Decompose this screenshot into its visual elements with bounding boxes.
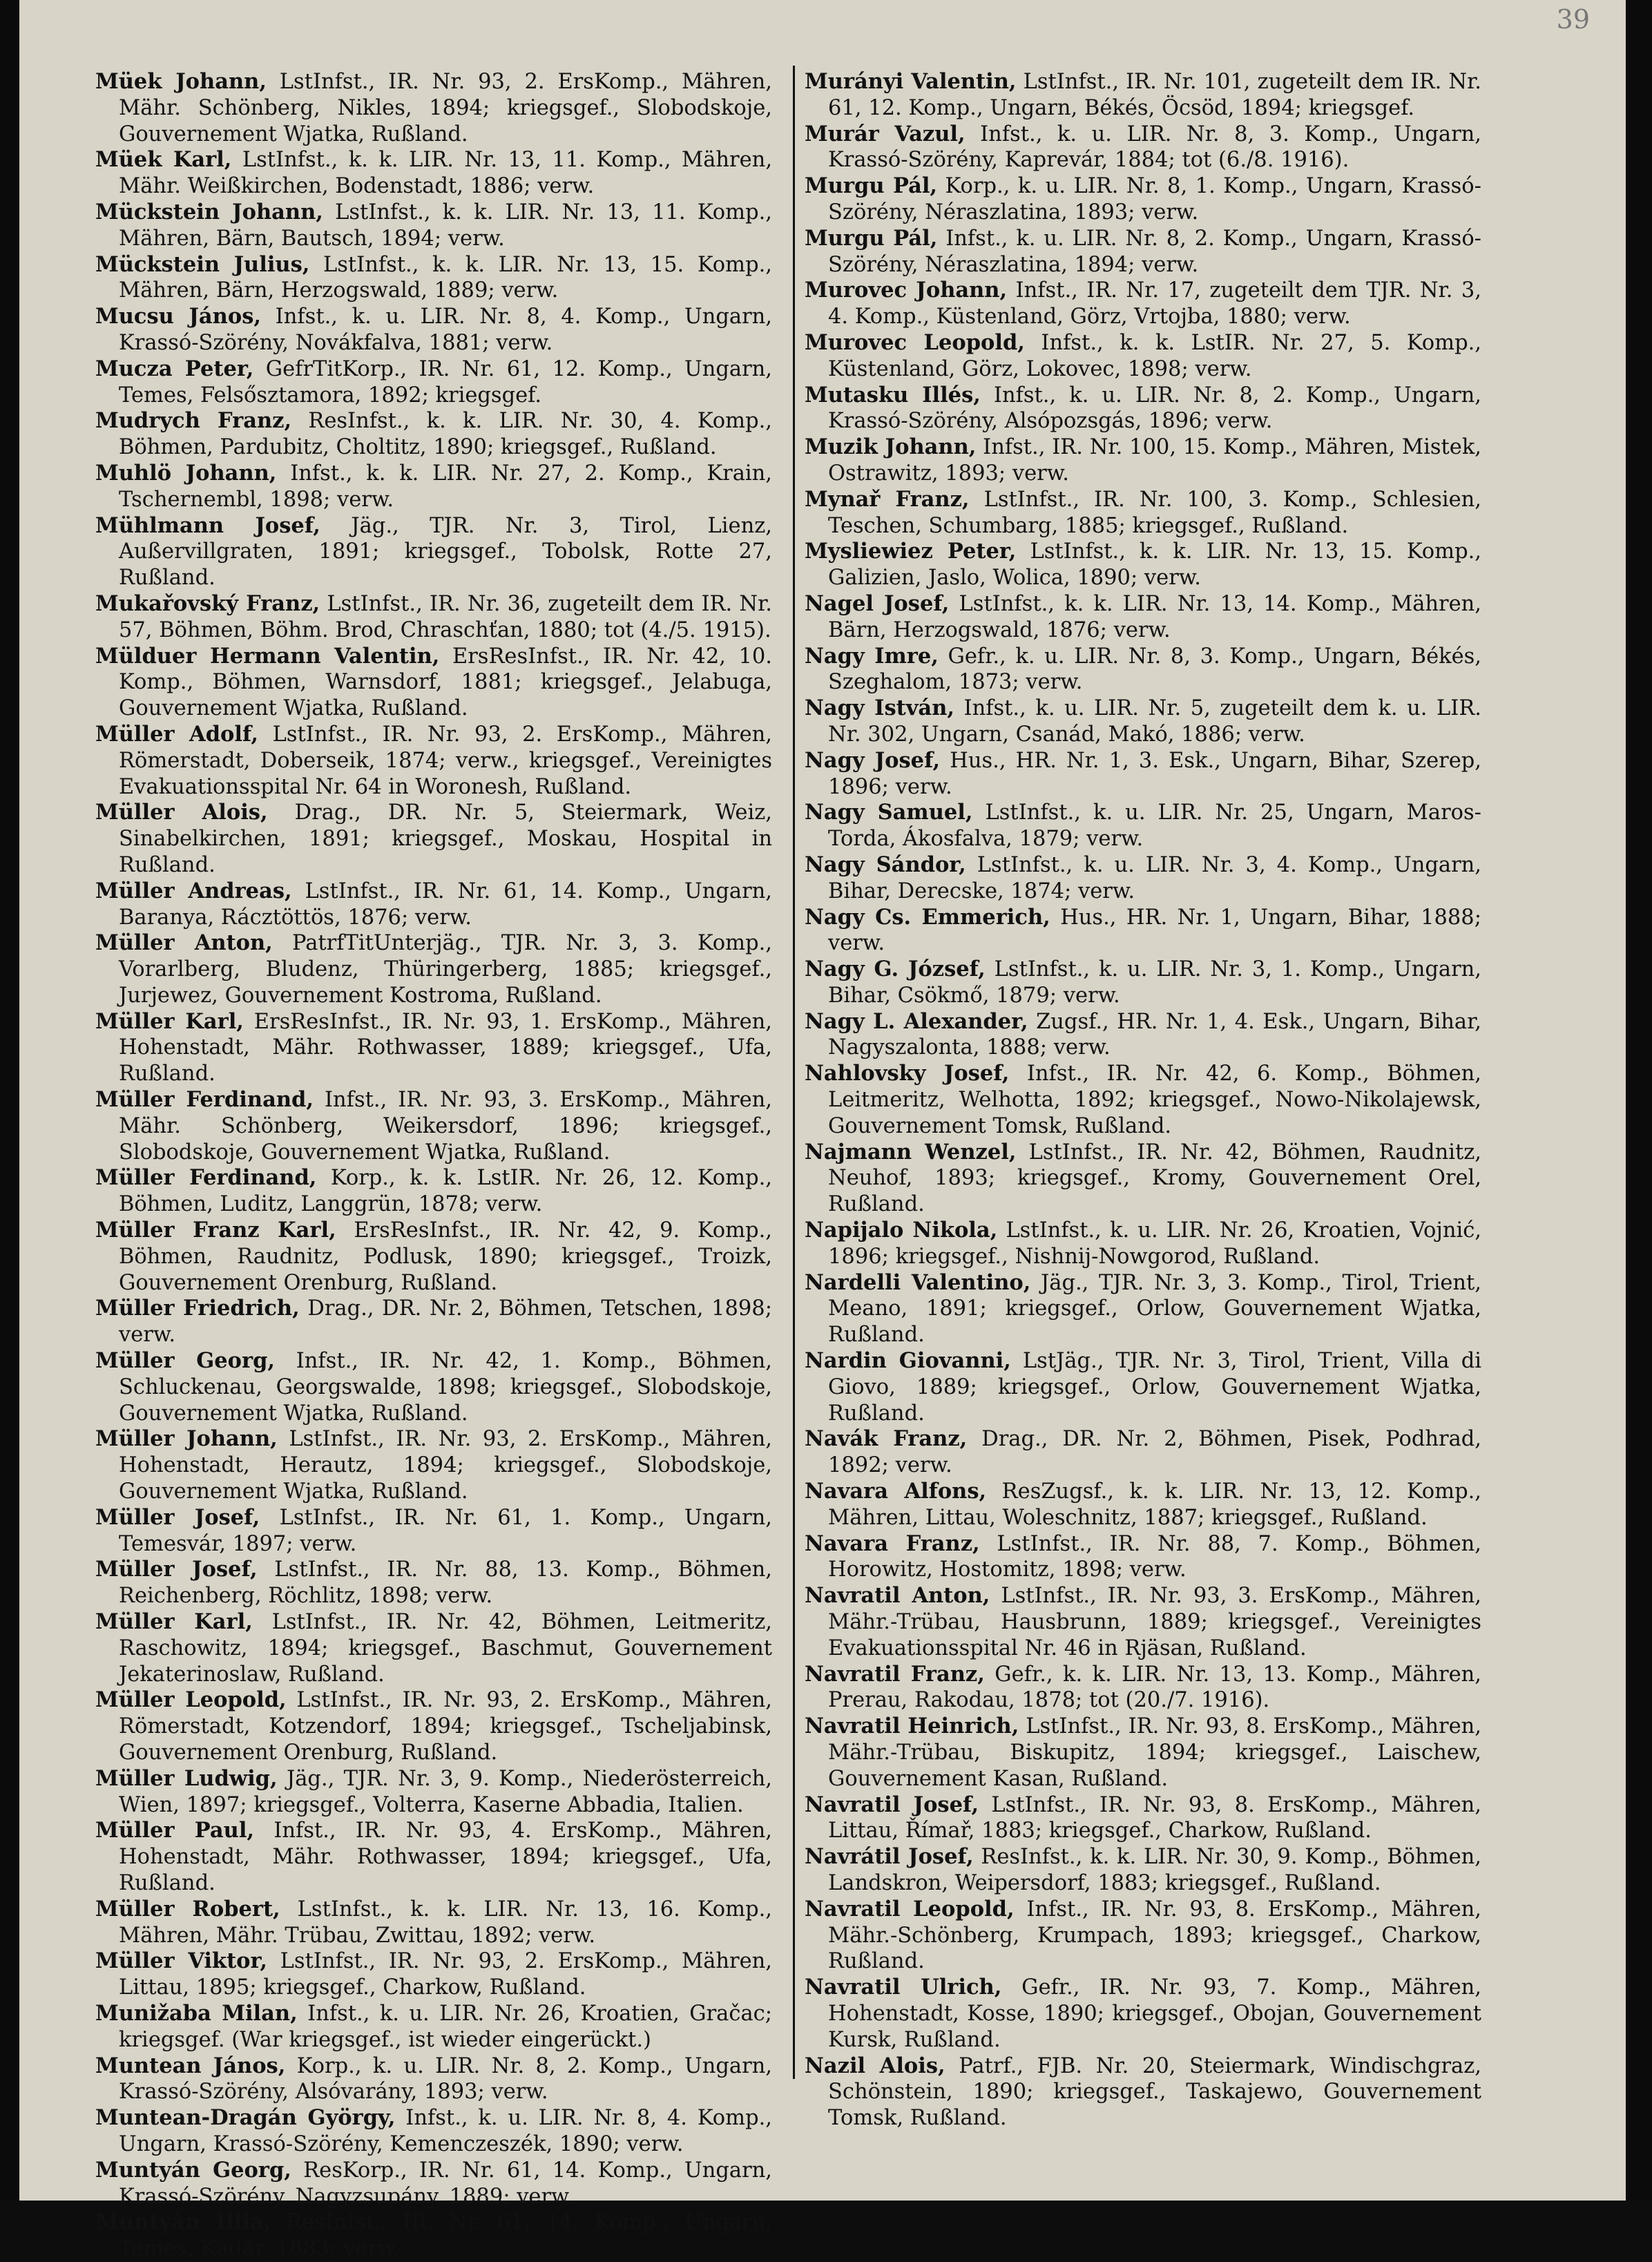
- entry-name: Nagy Sándor,: [805, 852, 966, 877]
- register-entry: [95, 1348, 772, 1426]
- entry-name: Navák Franz,: [805, 1426, 968, 1452]
- entry-details: Gefr., k. k. LIR. Nr. 13, 13. Komp., Mähren, Prerau, Rakodau, 1878; tot (20./7. 1916).: [828, 1662, 1481, 1713]
- entry-name: Mülduer Hermann Valentin,: [95, 643, 440, 669]
- entry-name: Mucsu János,: [95, 304, 261, 329]
- entry-name: Muntean János,: [95, 2053, 286, 2078]
- register-entry: [805, 1426, 1481, 1479]
- register-entry: [95, 1426, 772, 1504]
- register-entry: [805, 852, 1481, 905]
- entry-details: Drag., DR. Nr. 2, Böhmen, Tetschen, 1898; verw.: [119, 1296, 772, 1348]
- register-entry: [805, 591, 1481, 644]
- entry-name: Müller Andreas,: [95, 878, 292, 903]
- register-entry: [95, 252, 772, 305]
- entry-details: LstJäg., TJR. Nr. 3, Tirol, Trient, Villa di Giovo, 1889; kriegsgef., Orlow, Gouvernement Wjatka, Rußland.: [828, 1349, 1481, 1426]
- entry-name: Müller Alois,: [95, 800, 268, 825]
- register-entry: [805, 1140, 1481, 1218]
- register-entry: [805, 2053, 1481, 2131]
- entry-details: Infst., IR. Nr. 93, 8. ErsKomp., Mähren, Mähr.-Schönberg, Krumpach, 1893; kriegsgef., Charkow, Rußland.: [828, 1897, 1482, 1974]
- register-entry: [805, 487, 1481, 539]
- entry-name: Murányi Valentin,: [805, 69, 1017, 94]
- register-entry: [95, 147, 772, 200]
- entry-name: Müller Georg,: [95, 1348, 276, 1374]
- register-entry: [95, 1897, 772, 1949]
- entry-name: Muntyán Illia,: [95, 2210, 271, 2235]
- entry-details: LstInfst., k. u. LIR. Nr. 26, Kroatien, Vojnić, 1896; kriegsgef., Nishnij-Nowgorod, Rußland.: [828, 1218, 1481, 1269]
- register-entry: [805, 1531, 1481, 1584]
- entry-details: Infst., k. u. LIR. Nr. 5, zugeteilt dem k. u. LIR. Nr. 302, Ungarn, Csanád, Makó, 1886; verw.: [828, 696, 1481, 747]
- entry-name: Nagel Josef,: [805, 591, 950, 616]
- entry-name: Mucza Peter,: [95, 356, 254, 381]
- entry-details: Jäg., TJR. Nr. 3, Tirol, Lienz, Außervillgraten, 1891; kriegsgef., Tobolsk, Rotte 27, Rußland.: [119, 513, 772, 591]
- register-entry: [805, 1714, 1481, 1792]
- entry-name: Navrátil Josef,: [805, 1844, 974, 1870]
- entry-name: Mysliewiez Peter,: [805, 539, 1017, 564]
- entry-name: Müller Paul,: [95, 1818, 255, 1843]
- entry-name: Murár Vazul,: [805, 121, 966, 146]
- right-column: [805, 69, 1481, 2131]
- entry-details: Zugsf., HR. Nr. 1, 4. Esk., Ungarn, Bihar, Nagyszalonta, 1888; verw.: [828, 1009, 1481, 1060]
- entry-name: Munižaba Milan,: [95, 2000, 298, 2026]
- register-entry: [805, 1792, 1481, 1845]
- entry-name: Müller Anton,: [95, 930, 273, 956]
- register-entry: [95, 461, 772, 513]
- entry-details: LstInfst., IR. Nr. 93, 2. ErsKomp., Mähren, Hohenstadt, Herautz, 1894; kriegsgef., Slobodskoje, Gouvernement Wjatka, Rußland.: [119, 1427, 772, 1504]
- register-entry: [95, 1818, 772, 1896]
- entry-name: Navara Alfons,: [805, 1479, 987, 1504]
- register-entry: [95, 69, 772, 147]
- entry-details: Hus., HR. Nr. 1, 3. Esk., Ungarn, Bihar, Szerep, 1896; verw.: [828, 748, 1481, 799]
- register-entry: [805, 383, 1481, 435]
- entry-details: Infst., k. u. LIR. Nr. 26, Kroatien, Gračac; kriegsgef. (War kriegsgef., ist wieder eingerückt.): [119, 2001, 772, 2052]
- entry-name: Muhlö Johann,: [95, 460, 277, 486]
- entry-name: Müller Karl,: [95, 1609, 253, 1635]
- entry-name: Murgu Pál,: [805, 225, 938, 251]
- column-divider: [793, 66, 795, 2079]
- entry-name: Nardelli Valentino,: [805, 1269, 1031, 1295]
- entry-details: LstInfst., IR. Nr. 93, 2. ErsKomp., Mähren, Römerstadt, Doberseik, 1874; verw., kriegsgef., Vereinigtes Evakuationsspital Nr. 64 in Woronesh, Rußland.: [119, 722, 772, 799]
- entry-name: Müller Johann,: [95, 1426, 278, 1452]
- entry-details: Infst., IR. Nr. 42, 1. Komp., Böhmen, Schluckenau, Georgswalde, 1898; kriegsgef., Slobodskoje, Gouvernement Wjatka, Rußland.: [119, 1349, 772, 1426]
- register-entry: [805, 644, 1481, 696]
- register-entry: [805, 1348, 1481, 1426]
- entry-details: LstInfst., IR. Nr. 93, 3. ErsKomp., Mähren, Mähr.-Trübau, Hausbrunn, 1889; kriegsgef., Vereinigtes Evakuationsspital Nr. 46 in Rjäsan, Rußland.: [828, 1584, 1482, 1660]
- register-entry: [95, 722, 772, 800]
- register-entry: [805, 957, 1481, 1009]
- register-entry: [95, 1296, 772, 1348]
- entry-details: Infst., IR. Nr. 42, 6. Komp., Böhmen, Leitmeritz, Welhotta, 1892; kriegsgef., Nowo-Nikolajewsk, Gouvernement Tomsk, Rußland.: [828, 1062, 1481, 1138]
- entry-name: Nazil Alois,: [805, 2053, 945, 2078]
- register-entry: [805, 1479, 1481, 1531]
- register-entry: [95, 2001, 772, 2053]
- register-entry: [95, 2053, 772, 2106]
- entry-name: Müller Ludwig,: [95, 1765, 278, 1791]
- entry-name: Murovec Johann,: [805, 278, 1008, 303]
- entry-name: Muntean-Dragán György,: [95, 2105, 396, 2131]
- entry-name: Navratil Leopold,: [805, 1896, 1015, 1921]
- register-entry: [805, 800, 1481, 852]
- left-column: [95, 69, 772, 2262]
- entry-details: LstInfst., IR. Nr. 61, 1. Komp., Ungarn, Temesvár, 1897; verw.: [119, 1505, 772, 1556]
- entry-details: Infst., IR. Nr. 17, zugeteilt dem TJR. Nr. 3, 4. Komp., Küstenland, Görz, Vrtojba, 1880; verw.: [828, 278, 1481, 329]
- entry-name: Navratil Franz,: [805, 1661, 985, 1687]
- entry-name: Müller Ferdinand,: [95, 1087, 314, 1113]
- register-entry: [95, 1087, 772, 1165]
- entry-details: Infst., k. u. LIR. Nr. 8, 2. Komp., Ungarn, Krassó-Szörény, Néraszlatina, 1894; verw.: [828, 226, 1481, 277]
- register-entry: [805, 1897, 1481, 1975]
- register-entry: [805, 905, 1481, 957]
- entry-name: Müller Leopold,: [95, 1687, 287, 1713]
- entry-details: ResZugsf., k. k. LIR. Nr. 13, 12. Komp., Mähren, Littau, Woleschnitz, 1887; kriegsgef., Rußland.: [828, 1479, 1481, 1530]
- entry-details: Gefr., IR. Nr. 93, 7. Komp., Mähren, Hohenstadt, Kosse, 1890; kriegsgef., Obojan, Gouvernement Kursk, Rußland.: [828, 1975, 1482, 2052]
- register-entry: [805, 1583, 1481, 1661]
- entry-details: LstInfst., k. k. LIR. Nr. 13, 11. Komp., Mähren, Bärn, Bautsch, 1894; verw.: [119, 200, 772, 251]
- entry-name: Muzik Johann,: [805, 434, 977, 460]
- entry-details: LstInfst., IR. Nr. 88, 7. Komp., Böhmen, Horowitz, Hostomitz, 1898; verw.: [828, 1531, 1482, 1582]
- register-entry: [805, 1662, 1481, 1714]
- entry-details: LstInfst., k. k. LIR. Nr. 13, 15. Komp., Mähren, Bärn, Herzogswald, 1889; verw.: [119, 252, 772, 303]
- entry-name: Mukařovský Franz,: [95, 591, 320, 616]
- entry-details: Infst., k. u. LIR. Nr. 8, 2. Komp., Ungarn, Krassó-Szörény, Alsópozsgás, 1896; verw.: [828, 383, 1481, 434]
- entry-name: Navratil Josef,: [805, 1792, 979, 1817]
- register-entry: [805, 748, 1481, 801]
- register-entry: [95, 930, 772, 1008]
- entry-details: LstInfst., k. k. LIR. Nr. 13, 11. Komp., Mähren, Mähr. Weißkirchen, Bodenstadt, 1886; verw.: [119, 148, 773, 199]
- register-entry: [95, 1687, 772, 1765]
- register-entry: [805, 1009, 1481, 1062]
- entry-details: LstInfst., k. k. LIR. Nr. 13, 14. Komp., Mähren, Bärn, Herzogswald, 1876; verw.: [828, 591, 1482, 642]
- entry-name: Müller Franz Karl,: [95, 1218, 336, 1243]
- entry-name: Najmann Wenzel,: [805, 1139, 1017, 1164]
- entry-name: Nagy G. József,: [805, 957, 986, 982]
- entry-details: LstInfst., IR. Nr. 93, 2. ErsKomp., Mähren, Littau, 1895; kriegsgef., Charkow, Rußland.: [119, 1949, 772, 2000]
- entry-name: Nagy Josef,: [805, 747, 941, 773]
- entry-details: Korp., k. u. LIR. Nr. 8, 2. Komp., Ungarn, Krassó-Szörény, Alsóvarány, 1893; verw.: [119, 2053, 772, 2105]
- entry-details: ResInfst., k. k. LIR. Nr. 30, 9. Komp., Böhmen, Landskron, Weipersdorf, 1883; kriegsgef., Rußland.: [828, 1845, 1481, 1895]
- register-entry: [95, 2158, 772, 2210]
- entry-details: ResKorp., IR. Nr. 61, 14. Komp., Ungarn, Krassó-Szörény, Nagyzsupány, 1889; verw.: [119, 2158, 772, 2209]
- entry-details: ResInfst., IR. Nr. 61, 14. Komp., Ungarn, Temes, Kádár, 1883; verw.: [119, 2210, 773, 2261]
- entry-name: Nagy L. Alexander,: [805, 1008, 1028, 1034]
- entry-name: Murgu Pál,: [805, 173, 938, 199]
- entry-details: ErsResInfst., IR. Nr. 93, 1. ErsKomp., Mähren, Hohenstadt, Mähr. Rothwasser, 1889; kriegsgef., Ufa, Rußland.: [119, 1009, 773, 1086]
- entry-name: Nagy Imre,: [805, 643, 939, 669]
- entry-name: Muntyán Georg,: [95, 2157, 291, 2183]
- register-entry: [805, 539, 1481, 591]
- entry-details: Drag., DR. Nr. 2, Böhmen, Pisek, Podhrad, 1892; verw.: [828, 1427, 1481, 1478]
- entry-details: LstInfst., IR. Nr. 93, 2. ErsKomp., Mähren, Mähr. Schönberg, Nikles, 1894; kriegsgef., Slobodskoje, Gouvernement Wjatka, Rußland.: [119, 70, 772, 146]
- entry-details: Infst., IR. Nr. 100, 15. Komp., Mähren, Mistek, Ostrawitz, 1893; verw.: [828, 435, 1481, 486]
- entry-details: Infst., k. u. LIR. Nr. 8, 3. Komp., Ungarn, Krassó-Szörény, Kaprevár, 1884; tot (6./8. 1916).: [828, 122, 1481, 173]
- entry-details: LstInfst., IR. Nr. 42, Böhmen, Leitmeritz, Raschowitz, 1894; kriegsgef., Baschmut, Gouvernement Jekaterinoslaw, Rußland.: [119, 1610, 772, 1687]
- entry-details: LstInfst., k. u. LIR. Nr. 3, 4. Komp., Ungarn, Bihar, Derecske, 1874; verw.: [828, 852, 1481, 903]
- entry-name: Mückstein Johann,: [95, 199, 323, 224]
- entry-details: Drag., DR. Nr. 5, Steiermark, Weiz, Sinabelkirchen, 1891; kriegsgef., Moskau, Hospital in Rußland.: [119, 801, 772, 877]
- entry-name: Mühlmann Josef,: [95, 512, 320, 538]
- entry-name: Müek Johann,: [95, 69, 267, 94]
- entry-name: Müller Friedrich,: [95, 1296, 300, 1321]
- entry-name: Müller Viktor,: [95, 1948, 267, 1974]
- entry-details: GefrTitKorp., IR. Nr. 61, 12. Komp., Ungarn, Temes, Felsősztamora, 1892; kriegsgef.: [119, 356, 772, 408]
- register-entry: [805, 330, 1481, 383]
- entry-details: Korp., k. k. LstIR. Nr. 26, 12. Komp., Böhmen, Luditz, Langgrün, 1878; verw.: [119, 1166, 772, 1217]
- register-entry: [805, 1218, 1481, 1270]
- entry-name: Müller Josef,: [95, 1557, 258, 1582]
- register-entry: [95, 2105, 772, 2158]
- entry-details: Jäg., TJR. Nr. 3, 3. Komp., Tirol, Trient, Meano, 1891; kriegsgef., Orlow, Gouvernement Wjatka, Rußland.: [828, 1270, 1481, 1348]
- entry-name: Navratil Heinrich,: [805, 1714, 1019, 1739]
- entry-details: LstInfst., k. k. LIR. Nr. 13, 15. Komp., Galizien, Jaslo, Wolica, 1890; verw.: [828, 539, 1481, 591]
- entry-details: Infst., IR. Nr. 93, 4. ErsKomp., Mähren, Hohenstadt, Mähr. Rothwasser, 1894; kriegsgef., Ufa, Rußland.: [119, 1819, 772, 1895]
- entry-name: Mudrych Franz,: [95, 408, 292, 434]
- entry-details: Infst., k. k. LIR. Nr. 27, 2. Komp., Krain, Tschernembl, 1898; verw.: [119, 461, 772, 512]
- entry-details: Patrf., FJB. Nr. 20, Steiermark, Windischgraz, Schönstein, 1890; kriegsgef., Taskajewo, Gouvernement Tomsk, Rußland.: [828, 2053, 1481, 2131]
- entry-details: PatrfTitUnterjäg., TJR. Nr. 3, 3. Komp., Vorarlberg, Bludenz, Thüringerberg, 1885; kriegsgef., Jurjewez, Gouvernement Kostroma, Rußland.: [119, 931, 772, 1008]
- entry-name: Müller Robert,: [95, 1896, 280, 1921]
- register-entry: [805, 173, 1481, 226]
- entry-name: Mynař Franz,: [805, 486, 970, 512]
- register-entry: [95, 1165, 772, 1218]
- register-entry: [805, 434, 1481, 487]
- entry-name: Müller Adolf,: [95, 721, 259, 747]
- register-entry: [805, 1844, 1481, 1897]
- register-entry: [95, 304, 772, 356]
- entry-details: Gefr., k. u. LIR. Nr. 8, 3. Komp., Ungarn, Békés, Szeghalom, 1873; verw.: [828, 644, 1481, 695]
- entry-details: Infst., IR. Nr. 93, 3. ErsKomp., Mähren, Mähr. Schönberg, Weikersdorf, 1896; kriegsgef., Slobodskoje, Gouvernement Wjatka, Rußland.: [119, 1088, 772, 1164]
- register-entry: [95, 408, 772, 461]
- entry-details: LstInfst., IR. Nr. 42, Böhmen, Raudnitz, Neuhof, 1893; kriegsgef., Kromy, Gouvernement Orel, Rußland.: [828, 1140, 1481, 1217]
- entry-name: Müller Ferdinand,: [95, 1165, 317, 1191]
- entry-details: LstInfst., k. k. LIR. Nr. 13, 16. Komp., Mähren, Mähr. Trübau, Zwittau, 1892; verw.: [119, 1897, 772, 1948]
- register-entry: [95, 644, 772, 722]
- register-entry: [95, 800, 772, 878]
- register-entry: [95, 200, 772, 252]
- entry-details: LstInfst., IR. Nr. 93, 2. ErsKomp., Mähren, Römerstadt, Kotzendorf, 1894; kriegsgef., Tscheljabinsk, Gouvernement Orenburg, Rußland.: [119, 1688, 772, 1765]
- register-entry: [95, 1609, 772, 1687]
- entry-name: Müller Josef,: [95, 1504, 260, 1530]
- entry-details: LstInfst., IR. Nr. 93, 8. ErsKomp., Mähren, Littau, Římař, 1883; kriegsgef., Charkow, Rußland.: [828, 1792, 1482, 1843]
- register-entry: [805, 1270, 1481, 1348]
- register-entry: [95, 2210, 772, 2262]
- entry-details: Hus., HR. Nr. 1, Ungarn, Bihar, 1888; verw.: [828, 905, 1481, 956]
- entry-details: LstInfst., IR. Nr. 61, 14. Komp., Ungarn, Baranya, Rácztöttös, 1876; verw.: [119, 879, 772, 930]
- register-entry: [805, 69, 1481, 122]
- entry-details: Korp., k. u. LIR. Nr. 8, 1. Komp., Ungarn, Krassó-Szörény, Néraszlatina, 1893; verw.: [828, 174, 1481, 224]
- entry-name: Nardin Giovanni,: [805, 1348, 1011, 1374]
- register-entry: [95, 1009, 772, 1087]
- entry-name: Nagy Cs. Emmerich,: [805, 904, 1050, 930]
- entry-details: LstInfst., IR. Nr. 88, 13. Komp., Böhmen, Reichenberg, Röchlitz, 1898; verw.: [119, 1557, 773, 1609]
- entry-details: Infst., k. k. LstIR. Nr. 27, 5. Komp., Küstenland, Görz, Lokovec, 1898; verw.: [828, 330, 1482, 381]
- register-entry: [95, 879, 772, 931]
- entry-name: Nagy István,: [805, 696, 954, 721]
- entry-details: LstInfst., IR. Nr. 101, zugeteilt dem IR. Nr. 61, 12. Komp., Ungarn, Békés, Öcsöd, 1894; kriegsgef.: [828, 70, 1481, 120]
- entry-name: Nahlovsky Josef,: [805, 1061, 1010, 1086]
- entry-name: Murovec Leopold,: [805, 329, 1025, 355]
- entry-details: LstInfst., IR. Nr. 100, 3. Komp., Schlesien, Teschen, Schumbarg, 1885; kriegsgef., Rußland.: [828, 487, 1481, 538]
- entry-name: Mutasku Illés,: [805, 382, 981, 408]
- entry-details: Infst., k. u. LIR. Nr. 8, 4. Komp., Ungarn, Krassó-Szörény, Novákfalva, 1881; verw.: [119, 305, 772, 355]
- register-entry: [95, 1218, 772, 1296]
- entry-name: Müek Karl,: [95, 147, 232, 173]
- register-entry: [805, 122, 1481, 174]
- register-entry: [805, 696, 1481, 748]
- register-entry: [805, 226, 1481, 278]
- entry-details: Jäg., TJR. Nr. 3, 9. Komp., Niederösterreich, Wien, 1897; kriegsgef., Volterra, Kaserne Abbadia, Italien.: [119, 1766, 773, 1817]
- entry-details: ResInfst., k. k. LIR. Nr. 30, 4. Komp., Böhmen, Pardubitz, Choltitz, 1890; kriegsgef., Rußland.: [119, 409, 773, 460]
- entry-details: ErsResInfst., IR. Nr. 42, 9. Komp., Böhmen, Raudnitz, Podlusk, 1890; kriegsgef., Troizk, Gouvernement Orenburg, Rußland.: [119, 1218, 773, 1295]
- entry-name: Navratil Ulrich,: [805, 1975, 1002, 2000]
- register-entry: [805, 1061, 1481, 1139]
- entry-details: LstInfst., k. u. LIR. Nr. 3, 1. Komp., Ungarn, Bihar, Csökmő, 1879; verw.: [828, 957, 1482, 1008]
- entry-details: LstInfst., IR. Nr. 36, zugeteilt dem IR. Nr. 57, Böhmen, Böhm. Brod, Chraschťan, 1880; tot (4./5. 1915).: [119, 591, 772, 642]
- entry-details: ErsResInfst., IR. Nr. 42, 10. Komp., Böhmen, Warnsdorf, 1881; kriegsgef., Jelabuga, Gouvernement Wjatka, Rußland.: [119, 644, 772, 721]
- entry-name: Navara Franz,: [805, 1531, 980, 1556]
- entry-name: Napijalo Nikola,: [805, 1218, 998, 1243]
- entry-details: LstInfst., k. u. LIR. Nr. 25, Ungarn, Maros-Torda, Ákosfalva, 1879; verw.: [828, 801, 1481, 852]
- register-entry: [95, 1505, 772, 1557]
- entry-name: Mückstein Julius,: [95, 251, 310, 277]
- register-entry: [95, 513, 772, 591]
- register-entry: [805, 278, 1481, 330]
- entry-name: Müller Karl,: [95, 1008, 244, 1034]
- register-entry: [95, 591, 772, 644]
- page-number: 39: [1556, 4, 1590, 35]
- entry-details: Infst., k. u. LIR. Nr. 8, 4. Komp., Ungarn, Krassó-Szörény, Kemenczeszék, 1890; verw.: [119, 2106, 772, 2156]
- entry-name: Navratil Anton,: [805, 1583, 990, 1609]
- register-entry: [95, 1948, 772, 2001]
- entry-details: LstInfst., IR. Nr. 93, 8. ErsKomp., Mähren, Mähr.-Trübau, Biskupitz, 1894; kriegsgef., Laischew, Gouvernement Kasan, Rußland.: [828, 1714, 1481, 1791]
- register-entry: [95, 1766, 772, 1819]
- register-entry: [95, 1557, 772, 1609]
- entry-name: Nagy Samuel,: [805, 800, 973, 825]
- register-entry: [805, 1975, 1481, 2053]
- register-entry: [95, 356, 772, 409]
